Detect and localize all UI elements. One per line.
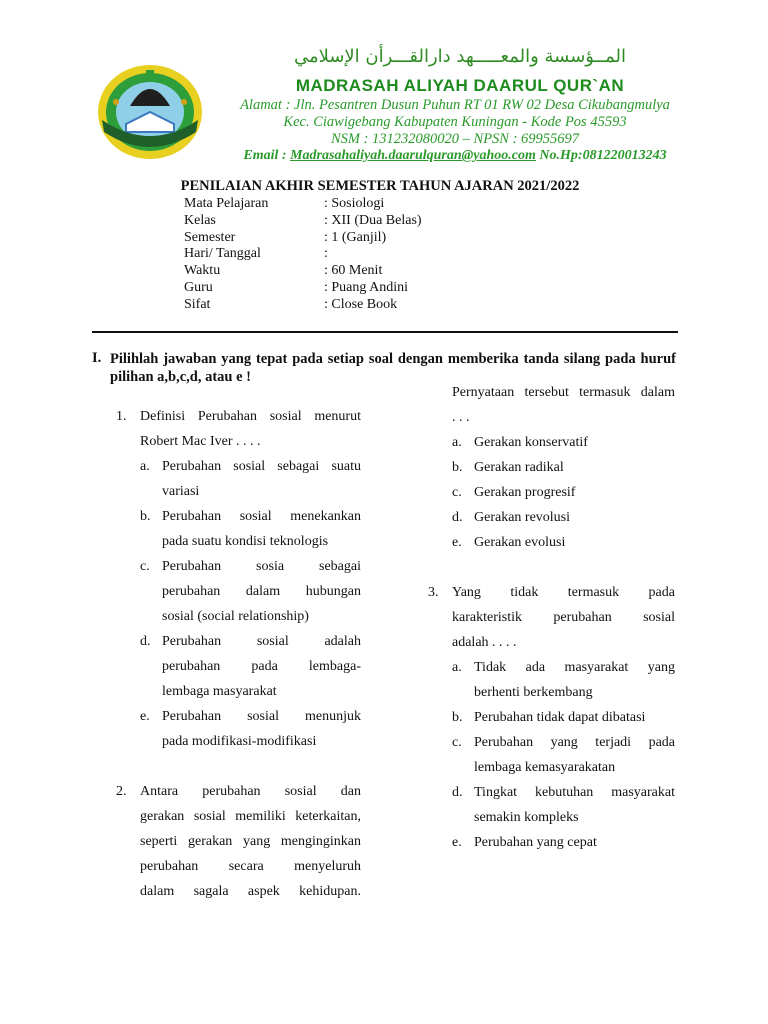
- info-label: Mata Pelajaran: [184, 196, 269, 211]
- option-text: Perubahan sosia sebagai: [162, 559, 361, 574]
- question-text: dalam sagala aspek kehidupan.: [140, 884, 361, 899]
- option-text: pada suatu kondisi teknologis: [162, 534, 329, 549]
- option-text: perubahan pada lembaga-: [162, 659, 361, 674]
- option-e[interactable]: [452, 530, 675, 555]
- option-letter: b.: [452, 460, 463, 475]
- question-text: gerakan sosial memiliki keterkaitan,: [140, 809, 361, 824]
- option-letter: b.: [140, 509, 151, 524]
- info-value: : Sosiologi: [324, 196, 385, 211]
- info-value: : 1 (Ganjil): [324, 229, 387, 245]
- question-text: Antara perubahan sosial dan: [140, 784, 361, 799]
- option-b[interactable]: [140, 504, 361, 554]
- option-text: sosial (social relationship): [162, 609, 309, 624]
- question-text: adalah . . . .: [452, 635, 517, 650]
- option-letter: d.: [452, 785, 463, 800]
- school-logo: [96, 62, 204, 162]
- question-number: 3.: [428, 585, 439, 600]
- question-text: seperti gerakan yang menginginkan: [140, 834, 361, 849]
- option-text: lembaga masyarakat: [162, 684, 277, 699]
- option-c[interactable]: [452, 730, 675, 780]
- option-text: Gerakan radikal: [474, 460, 564, 475]
- contact-line: [210, 148, 700, 164]
- option-text: variasi: [162, 484, 200, 499]
- option-text: Perubahan tidak dapat dibatasi: [474, 710, 646, 725]
- email-link[interactable]: Madrasahaliyah.daarulquran@yahoo.com: [290, 148, 536, 163]
- email-label: Email :: [243, 148, 291, 163]
- phone-number: No.Hp:081220013243: [535, 148, 667, 163]
- option-letter: d.: [452, 510, 463, 525]
- nsm-npsn: NSM : 131232080020 – NPSN : 69955697: [330, 131, 580, 147]
- option-letter: a.: [140, 459, 150, 474]
- info-label: Sifat: [184, 296, 211, 312]
- section-instruction: Pilihlah jawaban yang tepat pada setiap soal dengan memberika tanda silang pada huruf pilihan a,b,c,d, atau e !: [110, 351, 676, 385]
- question-2-continued: [428, 380, 675, 555]
- question-text: Definisi Perubahan sosial menurut: [140, 409, 361, 424]
- question-text: . . .: [452, 410, 470, 425]
- option-text: Perubahan sosial adalah: [162, 634, 361, 649]
- info-label: Waktu: [184, 263, 221, 279]
- option-text: Gerakan revolusi: [474, 510, 571, 525]
- info-value: :: [324, 246, 328, 262]
- option-letter: e.: [452, 835, 462, 850]
- info-label: Kelas: [184, 212, 216, 228]
- question-text: karakteristik perubahan sosial: [452, 610, 675, 625]
- question-1: [116, 404, 361, 754]
- option-text: lembaga kemasyarakatan: [474, 760, 616, 775]
- option-letter: e.: [452, 535, 462, 550]
- option-d[interactable]: [140, 629, 361, 704]
- option-letter: e.: [140, 709, 150, 724]
- option-text: perubahan dalam hubungan: [162, 584, 361, 599]
- question-number: 1.: [116, 409, 127, 424]
- option-a[interactable]: [452, 655, 675, 705]
- option-a[interactable]: [452, 430, 675, 455]
- option-text: semakin kompleks: [474, 810, 579, 825]
- option-text: Perubahan sosial menekankan: [162, 509, 361, 524]
- option-text: Perubahan sosial menunjuk: [162, 709, 361, 724]
- option-text: Gerakan evolusi: [474, 535, 566, 550]
- option-c[interactable]: [140, 554, 361, 629]
- option-b[interactable]: [452, 455, 675, 480]
- question-text: perubahan secara menyeluruh: [140, 859, 361, 874]
- school-name: MADRASAH ALIYAH DAARUL QUR`AN: [295, 76, 625, 95]
- question-text: Yang tidak termasuk pada: [452, 585, 675, 600]
- option-letter: c.: [140, 559, 150, 574]
- option-text: Tingkat kebutuhan masyarakat: [474, 785, 675, 800]
- info-value: : 60 Menit: [324, 263, 383, 279]
- option-letter: a.: [452, 660, 462, 675]
- option-letter: a.: [452, 435, 462, 450]
- option-letter: c.: [452, 735, 462, 750]
- info-label: Hari/ Tanggal: [184, 246, 261, 262]
- section-number: I.: [92, 350, 102, 366]
- option-d[interactable]: [452, 780, 675, 830]
- option-d[interactable]: [452, 505, 675, 530]
- option-text: Perubahan sosial sebagai suatu: [162, 459, 361, 474]
- option-text: Perubahan yang cepat: [474, 835, 597, 850]
- exam-title: PENILAIAN AKHIR SEMESTER TAHUN AJARAN 2021/2022: [180, 178, 580, 194]
- header-divider: [92, 331, 678, 333]
- question-text: Pernyataan tersebut termasuk dalam: [452, 385, 675, 400]
- option-text: Tidak ada masyarakat yang: [474, 660, 675, 675]
- option-text: pada modifikasi-modifikasi: [162, 734, 317, 749]
- option-text: Perubahan yang terjadi pada: [474, 735, 675, 750]
- arabic-title: المــؤسسة والمعـــــهد دارالقـــرأن الإسلامي: [293, 46, 627, 67]
- question-2: [116, 779, 361, 904]
- left-column: [116, 404, 361, 904]
- info-value: : Puang Andini: [324, 279, 409, 295]
- option-letter: d.: [140, 634, 151, 649]
- option-text: Gerakan progresif: [474, 485, 576, 500]
- question-text: Robert Mac Iver . . . .: [140, 434, 261, 449]
- info-label: Semester: [184, 229, 236, 245]
- option-e[interactable]: [452, 830, 675, 855]
- question-3: [428, 580, 675, 855]
- option-a[interactable]: [140, 454, 361, 504]
- question-number: 2.: [116, 784, 127, 799]
- info-label: Guru: [184, 279, 213, 295]
- option-c[interactable]: [452, 480, 675, 505]
- address-line-2: Kec. Ciawigebang Kabupaten Kuningan - Kode Pos 45593: [283, 114, 627, 130]
- address-line-1: Alamat : Jln. Pesantren Dusun Puhun RT 01 RW 02 Desa Cikubangmulya: [240, 97, 670, 113]
- option-letter: b.: [452, 710, 463, 725]
- option-e[interactable]: [140, 704, 361, 754]
- option-letter: c.: [452, 485, 462, 500]
- option-text: Gerakan konservatif: [474, 435, 588, 450]
- option-text: berhenti berkembang: [474, 685, 593, 700]
- info-value: : XII (Dua Belas): [324, 212, 422, 228]
- right-column: [428, 380, 675, 855]
- option-b[interactable]: [452, 705, 675, 730]
- info-value: : Close Book: [324, 296, 398, 312]
